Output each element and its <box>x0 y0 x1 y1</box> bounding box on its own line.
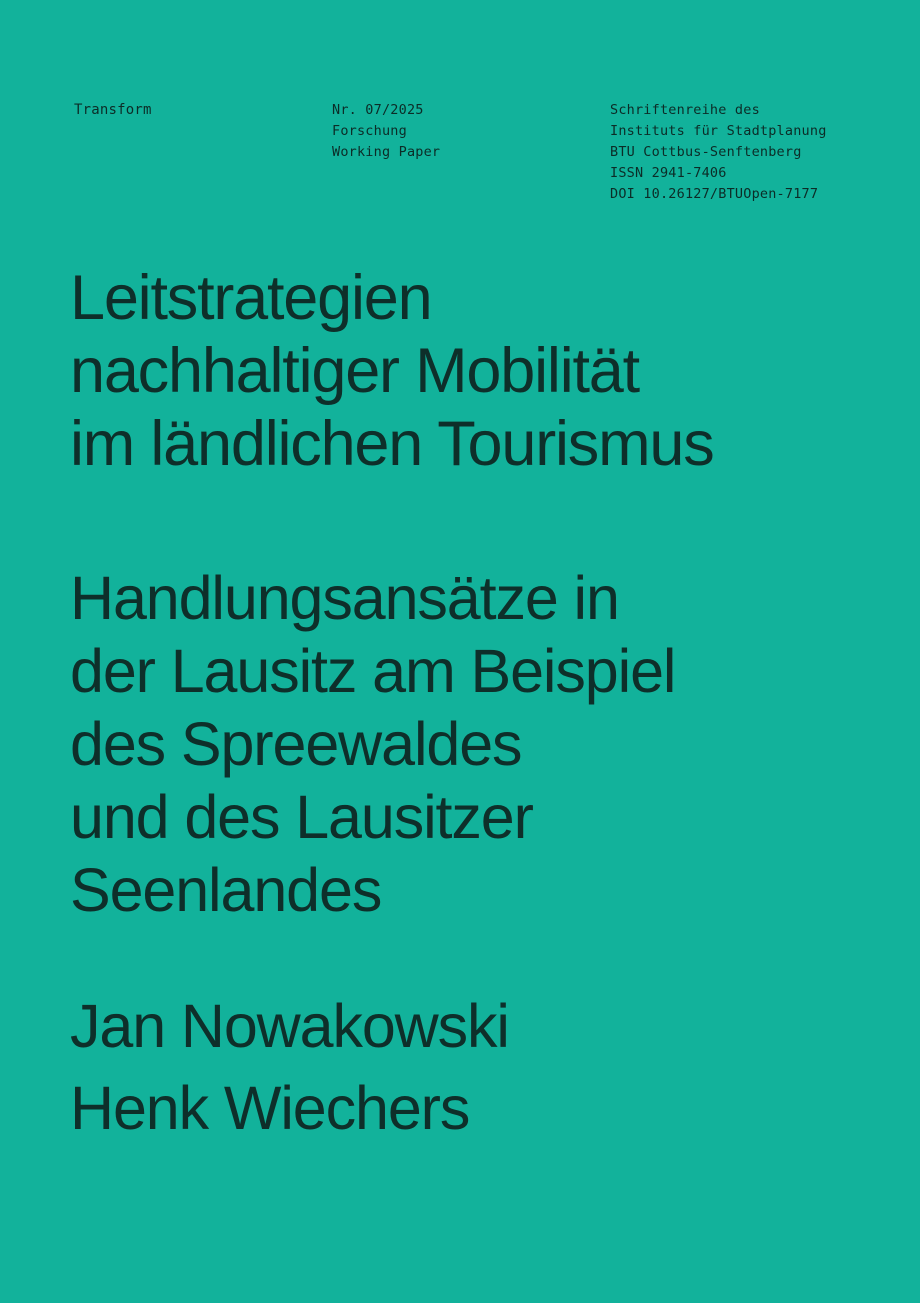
issue-block <box>332 100 610 163</box>
author-list <box>70 985 880 1149</box>
issue-category: Forschung <box>332 123 407 139</box>
brand-block <box>74 100 332 121</box>
page-subtitle-line-1: Handlungsansätze in <box>70 564 619 632</box>
issue-number: Nr. 07/2025 <box>332 102 424 118</box>
page-subtitle <box>70 562 880 927</box>
page-title-line-2: nachhaltiger Mobilität <box>70 336 639 406</box>
page-title-line-3: im ländlichen Tourismus <box>70 409 714 479</box>
brand-logo: Transform <box>74 102 152 118</box>
cover-meta-row <box>74 100 870 205</box>
series-doi: DOI 10.26127/BTUOpen-7177 <box>610 186 819 202</box>
series-block <box>610 100 870 205</box>
page-title <box>70 262 880 481</box>
page-subtitle-line-3: des Spreewaldes <box>70 710 522 778</box>
series-line-2: Instituts für Stadtplanung <box>610 123 827 139</box>
issue-type: Working Paper <box>332 144 441 160</box>
page-subtitle-line-5: Seenlandes <box>70 856 382 924</box>
series-line-3: BTU Cottbus-Senftenberg <box>610 144 802 160</box>
series-issn: ISSN 2941-7406 <box>610 165 727 181</box>
series-line-1: Schriftenreihe des <box>610 102 760 118</box>
page-subtitle-line-4: und des Lausitzer <box>70 783 533 851</box>
page-title-line-1: Leitstrategien <box>70 263 432 333</box>
author-name-2: Henk Wiechers <box>70 1074 470 1142</box>
page-subtitle-line-2: der Lausitz am Beispiel <box>70 637 676 705</box>
author-name-1: Jan Nowakowski <box>70 992 509 1060</box>
